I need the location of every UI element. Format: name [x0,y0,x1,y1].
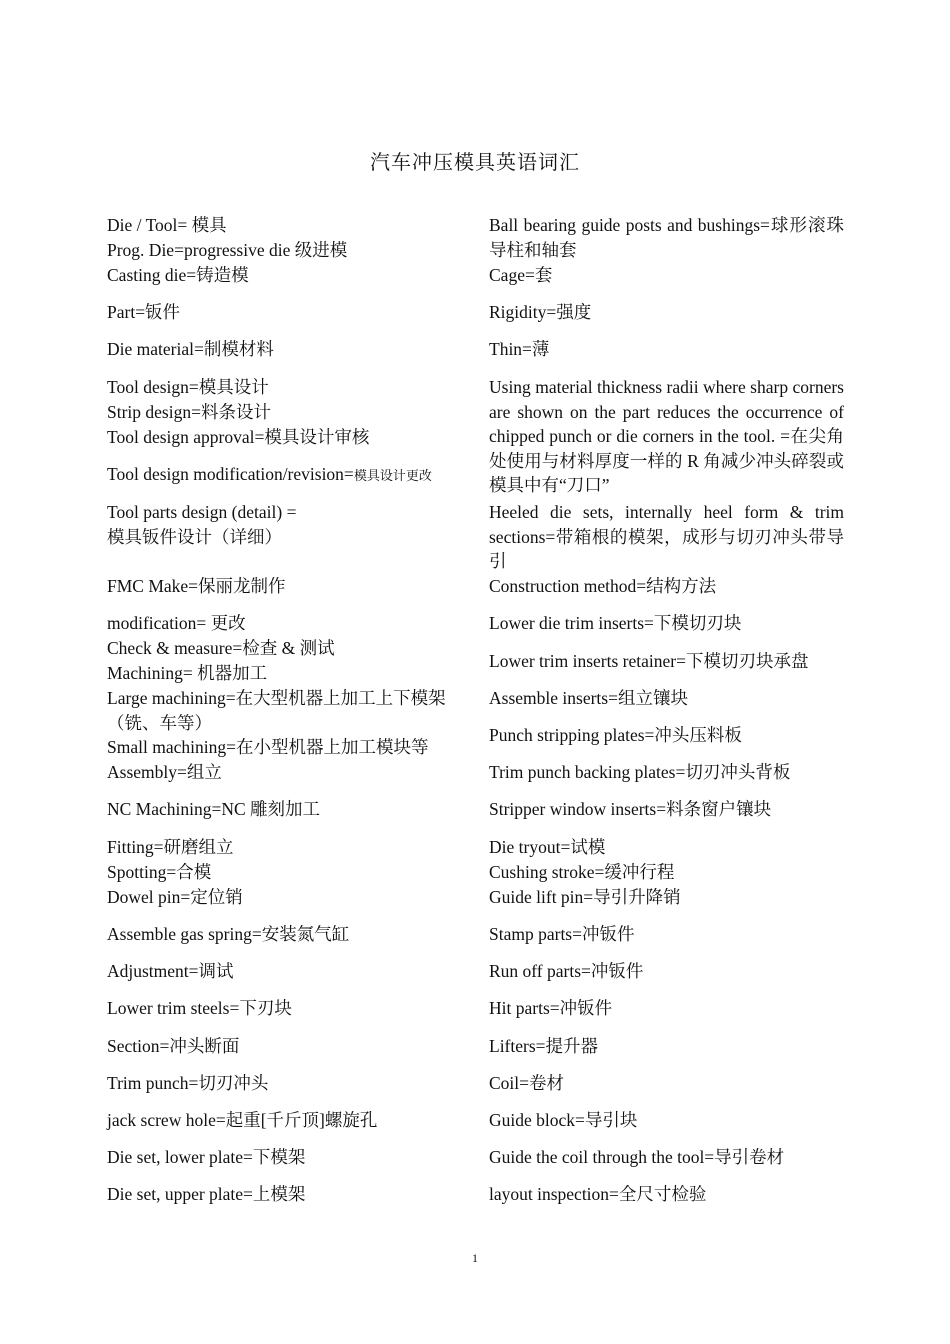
term-entry: Lower trim inserts retainer=下模切刃块承盘 [489,651,809,671]
term-entry: Machining= 机器加工 [107,663,268,683]
term-entry: Stamp parts=冲钣件 [489,924,635,944]
term-entry: Die set, lower plate=下模架 [107,1147,306,1167]
term-entry: Coil=卷材 [489,1073,565,1093]
term-entry: Spotting=合模 [107,862,212,882]
term-entry: Fitting=研磨组立 [107,837,234,857]
term-entry: Construction method=结构方法 [489,576,717,596]
term-entry: FMC Make=保丽龙制作 [107,576,286,596]
term-entry: Dowel pin=定位销 [107,887,243,907]
term-entry: Check & measure=检查 & 测试 [107,638,335,658]
term-entry: Small machining=在小型机器上加工模块等 [107,737,429,757]
term-entry: Hit parts=冲钣件 [489,998,613,1018]
term-entry: layout inspection=全尺寸检验 [489,1184,707,1204]
term-entry: Tool parts design (detail) = [107,502,297,522]
term-entry: Die material=制模材料 [107,339,274,359]
term-entry: Tool design approval=模具设计审核 [107,427,370,447]
term-entry: Part=钣件 [107,302,181,322]
term-english: Tool design modification/revision= [107,464,354,484]
term-entry: Using material thickness radii where sharp corners are shown on the part reduces the occurrence of chipped punch or die corners in the tool. =在尖角处使用与材料厚度一样的 R 角减少冲头碎裂或模具中有“刀口” [489,377,844,496]
term-entry: Casting die=铸造模 [107,265,249,285]
term-entry: Lower trim steels=下刃块 [107,998,292,1018]
term-entry: Cage=套 [489,265,553,285]
term-entry: Assemble inserts=组立镶块 [489,688,688,708]
term-entry: Die set, upper plate=上模架 [107,1184,306,1204]
term-entry: Die tryout=试模 [489,837,606,857]
term-entry: Rigidity=强度 [489,302,592,322]
page-number: 1 [472,1251,478,1265]
term-entry: NC Machining=NC 雕刻加工 [107,799,321,819]
term-entry: Guide block=导引块 [489,1110,638,1130]
term-entry: modification= 更改 [107,613,246,633]
term-entry: Lifters=提升器 [489,1036,599,1056]
term-entry: Guide the coil through the tool=导引卷材 [489,1147,785,1167]
document-title: 汽车冲压模具英语词汇 [370,152,580,174]
term-entry: Punch stripping plates=冲头压料板 [489,725,742,745]
term-entry: Thin=薄 [489,339,550,359]
term-entry: Prog. Die=progressive die 级进模 [107,240,348,260]
term-entry: Strip design=料条设计 [107,402,271,422]
term-entry: Assembly=组立 [107,762,222,782]
term-entry: Trim punch=切刃冲头 [107,1073,269,1093]
term-entry: Ball bearing guide posts and bushings=球形滚珠导柱和轴套 [489,215,844,260]
term-entry: Assemble gas spring=安装氮气缸 [107,924,350,944]
term-entry: Tool design=模具设计 [107,377,269,397]
term-entry: Trim punch backing plates=切刃冲头背板 [489,762,791,782]
term-entry: Section=冲头断面 [107,1036,240,1056]
term-entry: Run off parts=冲钣件 [489,961,644,981]
term-entry: Large machining=在大型机器上加工上下模架（铣、车等） [107,688,446,733]
term-entry [107,462,473,489]
term-entry: Adjustment=调试 [107,961,234,981]
term-entry: jack screw hole=起重[千斤顶]螺旋孔 [107,1110,378,1130]
term-entry: Heeled die sets, internally heel form & trim sections=带箱根的模架，成形与切刃冲头带导引 [489,502,844,572]
term-chinese: 模具设计更改 [353,468,432,483]
term-entry: Cushing stroke=缓冲行程 [489,862,675,882]
term-entry: Stripper window inserts=料条窗户镶块 [489,799,772,819]
term-entry: Lower die trim inserts=下模切刃块 [489,613,742,633]
term-entry: 模具钣件设计（详细） [107,527,282,547]
term-entry: Die / Tool= 模具 [107,215,227,235]
term-entry: Guide lift pin=导引升降销 [489,887,681,907]
